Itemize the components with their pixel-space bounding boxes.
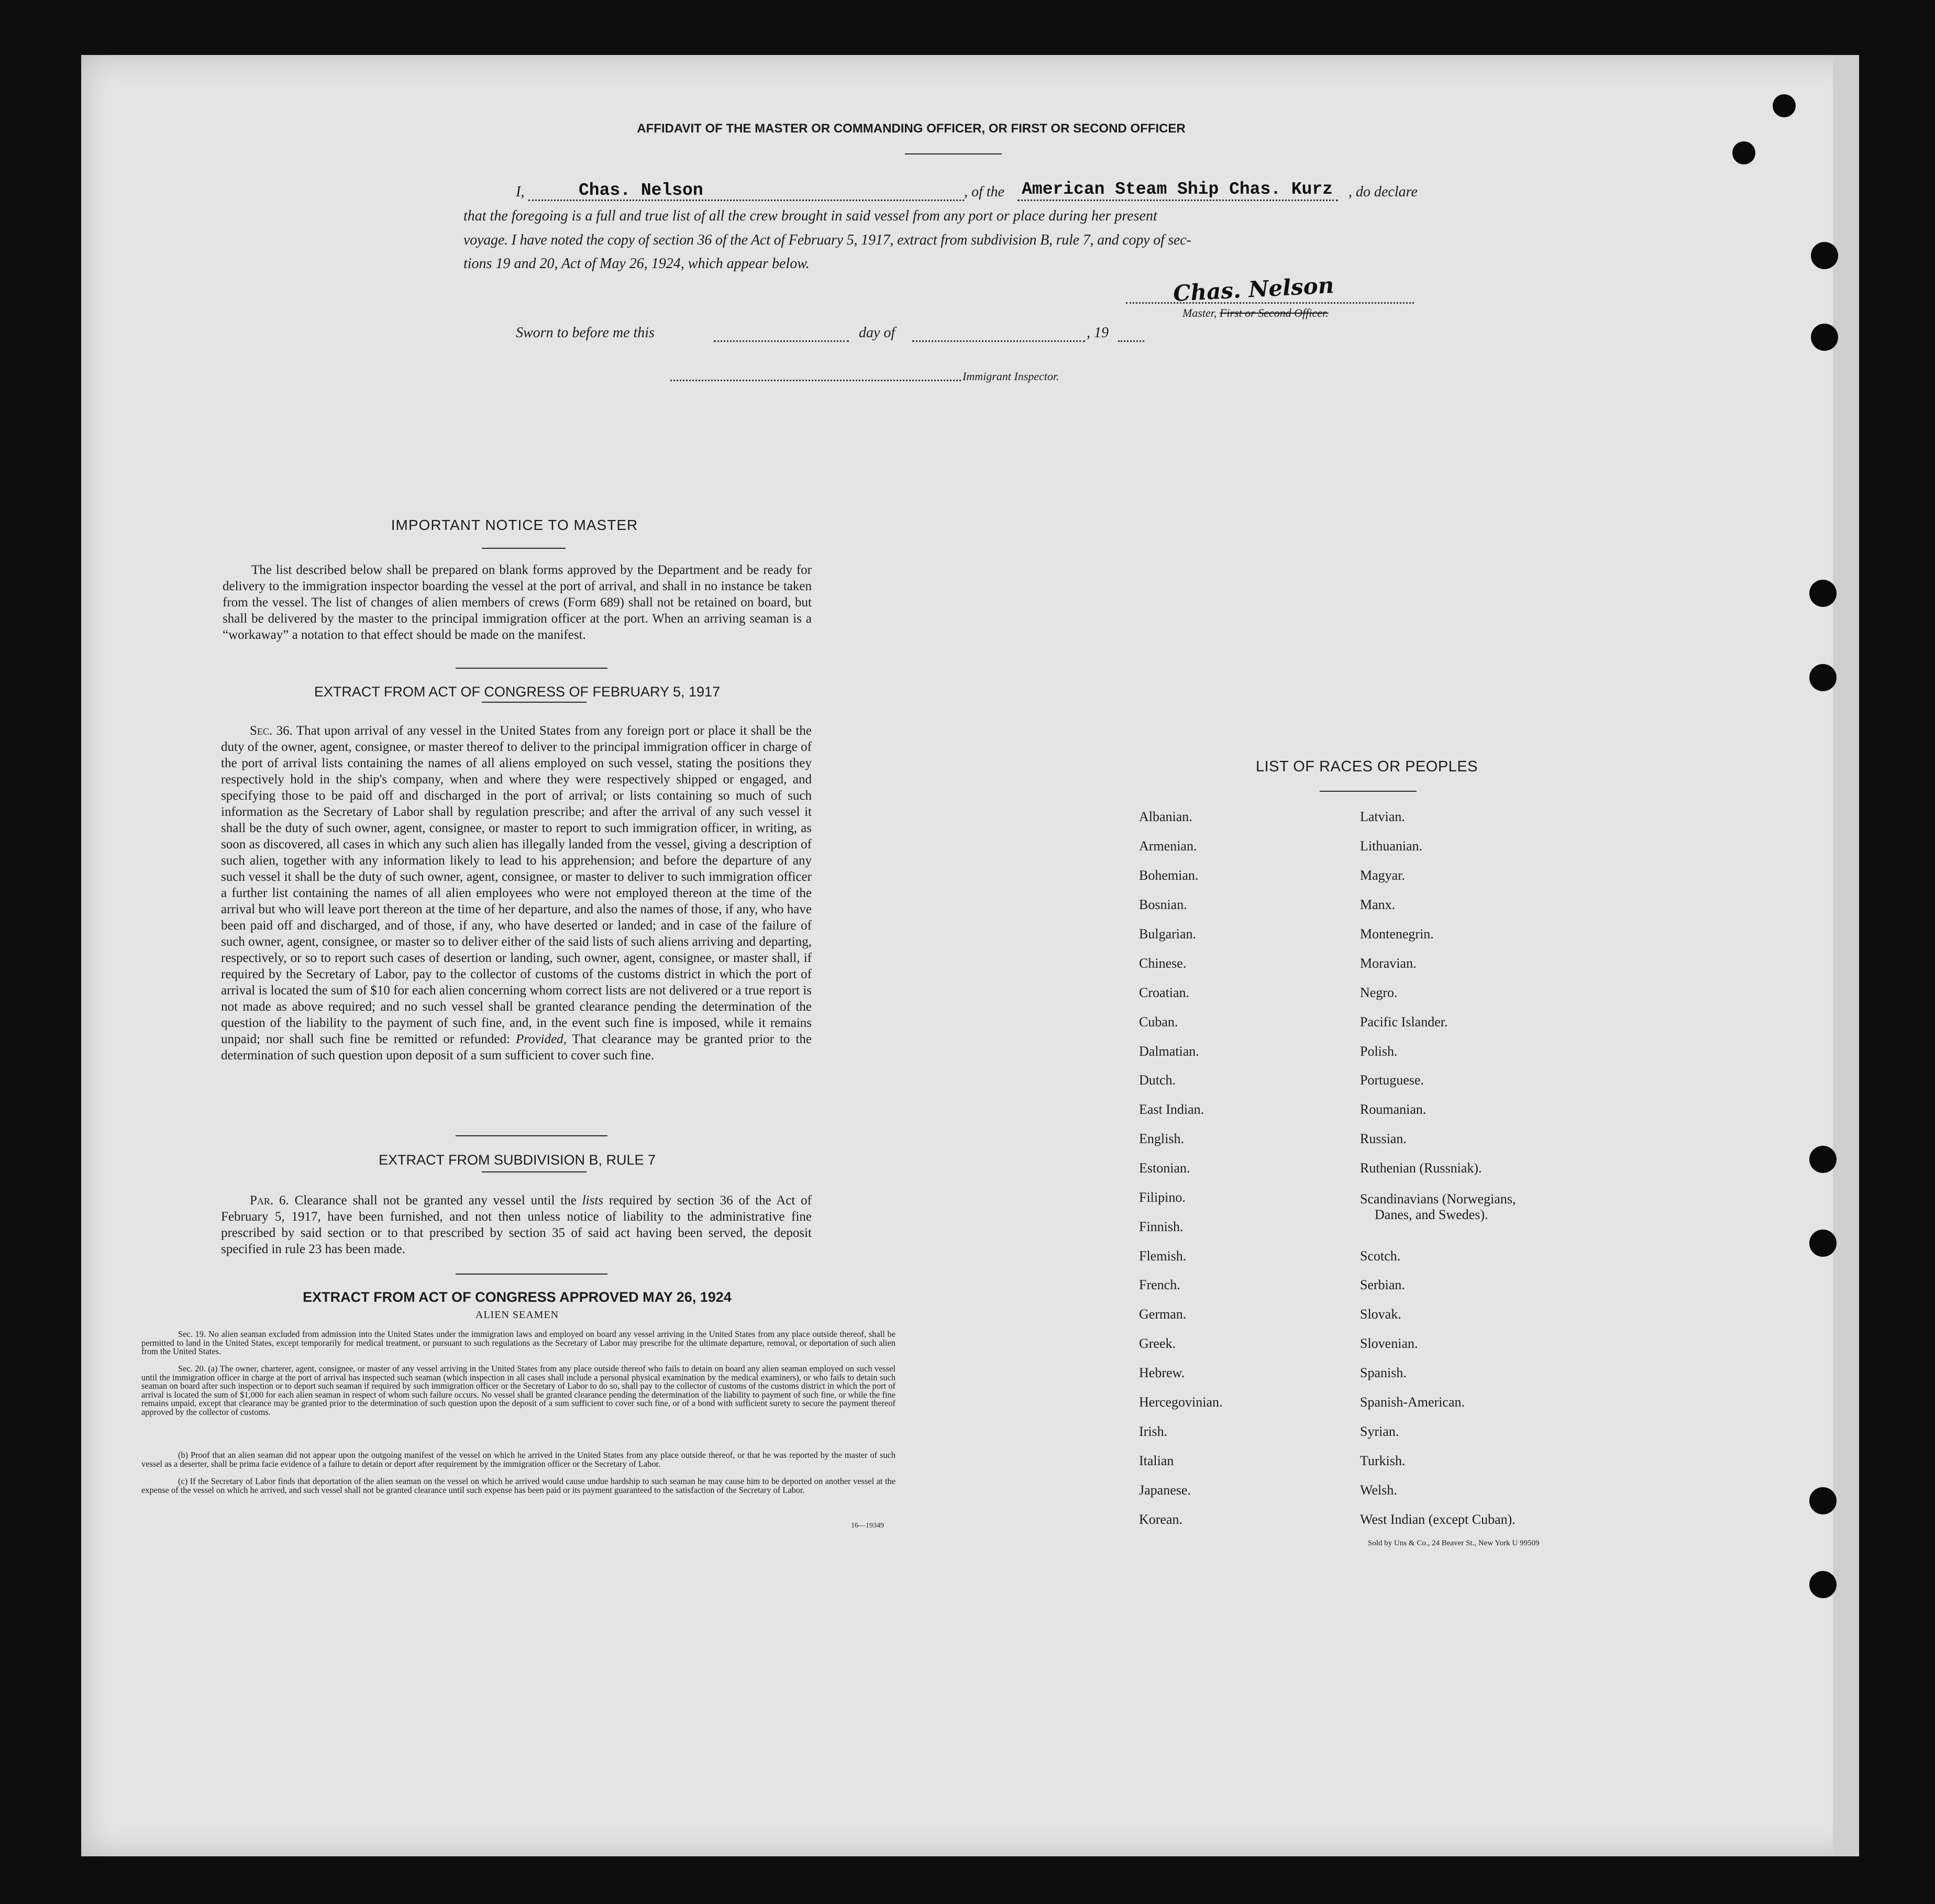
signer-title-master: Master,: [1182, 306, 1217, 319]
punch-hole: [1809, 1487, 1837, 1514]
race-entry: Croatian.: [1139, 985, 1190, 1000]
race-entry: Hebrew.: [1139, 1365, 1185, 1380]
race-entry: Latvian.: [1360, 809, 1405, 824]
race-entry: Irish.: [1139, 1424, 1168, 1439]
provided-word: Provided,: [515, 1032, 567, 1046]
par-6-label: Par. 6.: [250, 1193, 289, 1208]
notice-underline: [482, 548, 566, 549]
extract-1924-title: EXTRACT FROM ACT OF CONGRESS APPROVED MAY 26, 1924: [303, 1289, 732, 1305]
race-entry: Korean.: [1139, 1512, 1183, 1527]
master-name-value: Chas. Nelson: [579, 181, 703, 200]
race-entry: Chinese.: [1139, 956, 1187, 971]
form-number: 16—19349: [851, 1522, 884, 1530]
race-entry: Welsh.: [1360, 1482, 1397, 1498]
page-edge: [1833, 55, 1859, 1856]
extract-1917-underline: [482, 702, 587, 703]
signer-title: [1182, 306, 1329, 320]
inspector-label: Immigrant Inspector.: [963, 370, 1059, 383]
race-entry: Syrian.: [1360, 1424, 1399, 1439]
affidavit-line-4: tions 19 and 20, Act of May 26, 1924, which appear below.: [463, 256, 810, 272]
race-entry: Bosnian.: [1139, 897, 1187, 912]
race-entry: Bohemian.: [1139, 868, 1199, 883]
race-entry: Spanish.: [1360, 1365, 1407, 1380]
extract-1917-title: EXTRACT FROM ACT OF CONGRESS OF FEBRUARY 5, 1917: [314, 684, 721, 700]
race-entry: Scotch.: [1360, 1248, 1401, 1264]
race-entry: Bulgarian.: [1139, 926, 1197, 942]
race-entry: Hercegovinian.: [1139, 1394, 1223, 1410]
punch-hole: [1732, 141, 1755, 164]
race-entry: Italian: [1139, 1453, 1174, 1468]
punch-hole: [1809, 1146, 1837, 1173]
printer-note: Sold by Uns & Co., 24 Beaver St., New York U 99509: [1368, 1539, 1540, 1547]
sworn-label: Sworn to before me this: [516, 325, 655, 341]
race-entry: Albanian.: [1139, 809, 1192, 824]
race-entry: German.: [1139, 1307, 1187, 1322]
punch-hole: [1811, 242, 1838, 269]
race-entry: Pacific Islander.: [1360, 1014, 1448, 1030]
sec-36-text: That upon arrival of any vessel in the United States from any foreign port or place it shall be the duty of the owner, agent, consignee, or master thereof to deliver to the principal immigration officer in charge of the port of arrival lists containing the names of all aliens employed on such vessel, stating the positions they respectively hold in the ship's company, when and where they were respectively shipped or engaged, and specifying those to be paid off and discharged in the port of arrival; or lists containing so much of such information as the Secretary of Labor shall by regulation prescribe; and after the arrival of any such vessel it shall be the duty of such owner, agent, consignee, or master to report to such immigration officer, in writing, as soon as discovered, all cases in which any such alien has illegally landed from the vessel, giving a description of such alien, together with any information likely to lead to his apprehension; and before the departure of any such vessel it shall be the duty of such owner, agent, consignee, or master to deliver to such immigration officer a further list containing the names of all alien employees who were not employed thereon at the time of the arrival but who will leave port thereon at the time of her departure, and also the names of those, if any, who have been paid off and discharged, and of those, if any, who have deserted or landed; and in case of the failure of such owner, agent, consignee, or master so to deliver either of the said lists of such aliens arriving and departing, respectively, or so to report such cases of desertion or landing, such owner, agent, consignee, or master shall, if required by the Secretary of Labor, pay to the collector of customs of the customs district in which the port of arrival is located the sum of $10 for each alien concerning whom correct lists are not delivered or a true report is not made as above required; and no such vessel shall be granted clearance pending the determination of the question of the liability to the payment of such fine, and, in the event such fine is imposed, while it remains unpaid; nor shall such fine be remitted or refunded:: [221, 724, 812, 1046]
race-entry: Polish.: [1360, 1044, 1398, 1059]
race-entry: Spanish-American.: [1360, 1394, 1465, 1410]
rule7-divider: [456, 1274, 607, 1275]
year-label: , 19: [1087, 325, 1109, 341]
sec-36-label: Sec. 36.: [250, 724, 293, 738]
race-entry: Greek.: [1139, 1336, 1176, 1351]
alien-seamen-subtitle: ALIEN SEAMEN: [475, 1309, 559, 1321]
race-entry: English.: [1139, 1131, 1184, 1146]
sec-20c-text: (c) If the Secretary of Labor finds that deportation of the alien seaman on the vessel on which he arrived would cause undue hardship to such seaman he may cause him to be deported on another vessel at the expense of the vessel on which he arrived, and such vessel shall not be granted clearance until such expense has been paid or its payment guaranteed to the satisfaction of the Secretary of Labor.: [141, 1476, 895, 1495]
race-entry: Filipino.: [1139, 1190, 1186, 1205]
race-entry: Portuguese.: [1360, 1072, 1424, 1088]
race-entry: Roumanian.: [1360, 1102, 1427, 1117]
punch-hole: [1809, 580, 1837, 607]
race-entry: Dutch.: [1139, 1072, 1176, 1088]
i-label: I,: [516, 184, 525, 200]
signature-line: [1126, 302, 1414, 304]
race-entry: Serbian.: [1360, 1277, 1405, 1292]
races-underline: [1320, 791, 1417, 792]
day-of-label: day of: [859, 325, 895, 341]
lists-word: lists: [582, 1193, 604, 1208]
race-entry: Montenegrin.: [1360, 926, 1434, 942]
punch-hole: [1773, 94, 1796, 117]
notice-divider: [456, 668, 607, 669]
punch-hole: [1809, 1230, 1837, 1257]
sec-20b-text: (b) Proof that an alien seaman did not appear upon the outgoing manifest of the vessel on which he arrived in the United States from any place outside thereof, or that he was reported by the master of such vessel as a deserter, shall be prima facie evidence of a failure to detain or deport after requirement by the immigration officer or the Secretary of Labor.: [141, 1450, 895, 1469]
race-entry: Moravian.: [1360, 956, 1417, 971]
punch-hole: [1809, 1571, 1837, 1598]
race-entry: Flemish.: [1139, 1248, 1187, 1264]
affidavit-line-3: voyage. I have noted the copy of section 36 of the Act of February 5, 1917, extract from subdivision B, rule 7, and copy of sec-: [463, 232, 1191, 248]
rule7-underline: [482, 1171, 587, 1172]
do-declare-label: , do declare: [1348, 184, 1418, 200]
sworn-line: [516, 325, 1160, 348]
race-entry: French.: [1139, 1277, 1180, 1292]
races-title: LIST OF RACES OR PEOPLES: [1255, 758, 1478, 775]
title-underline: [905, 153, 1002, 154]
sworn-month-blank: [912, 340, 1085, 342]
rule7-text: [221, 1192, 812, 1257]
race-entry: Japanese.: [1139, 1482, 1191, 1498]
race-entry: Dalmatian.: [1139, 1044, 1199, 1059]
punch-hole: [1811, 324, 1838, 351]
affidavit-title: AFFIDAVIT OF THE MASTER OR COMMANDING OFFICER, OR FIRST OR SECOND OFFICER: [637, 121, 1186, 136]
punch-hole: [1809, 664, 1837, 691]
sec-19-text: Sec. 19. No alien seaman excluded from admission into the United States under the immigration laws and employed on board any vessel arriving in the United States from any place outside thereof, shall be permitted to land in the United States, except temporarily for medical treatment, or pursuant to such regulations as the Secretary of Labor may prescribe for the ultimate departure, removal, or deportation of such alien from the United States.: [141, 1329, 895, 1356]
race-entry: Slovenian.: [1360, 1336, 1418, 1351]
race-entry: Manx.: [1360, 897, 1396, 912]
race-entry: Lithuanian.: [1360, 838, 1423, 854]
race-entry: Scandinavians (Norwegians,: [1360, 1191, 1516, 1206]
notice-title: IMPORTANT NOTICE TO MASTER: [391, 517, 638, 533]
race-entry: East Indian.: [1139, 1102, 1204, 1117]
race-entry: Negro.: [1360, 985, 1398, 1000]
extract-1917-divider: [456, 1135, 607, 1136]
affidavit-line-1: [516, 180, 1443, 203]
vessel-name-value: American Steam Ship Chas. Kurz: [1022, 180, 1333, 199]
inspector-line: [670, 380, 961, 381]
of-the-label: , of the: [964, 184, 1004, 200]
signature: Chas. Nelson: [1172, 272, 1335, 307]
race-entry: West Indian (except Cuban).: [1360, 1512, 1516, 1527]
race-entry: Turkish.: [1360, 1453, 1406, 1468]
race-entry: Armenian.: [1139, 838, 1197, 854]
sworn-year-blank: [1118, 340, 1144, 342]
race-entry: Ruthenian (Russniak).: [1360, 1160, 1482, 1176]
sec-36-text-end: That clearance may be granted prior to the determination of such question upon deposit of a sum sufficient to cover such fine.: [221, 1032, 812, 1062]
extract-1917-text: [221, 723, 812, 1064]
race-entry: Cuban.: [1139, 1014, 1178, 1030]
affidavit-line-2: that the foregoing is a full and true list of all the crew brought in said vessel from any port or place during her present: [463, 208, 1157, 224]
signer-title-struck: First or Second Officer.: [1219, 306, 1329, 319]
race-entry: Estonian.: [1139, 1160, 1190, 1176]
par-6-text-a: Clearance shall not be granted any vessel until the: [294, 1193, 577, 1208]
rule7-title: EXTRACT FROM SUBDIVISION B, RULE 7: [378, 1152, 656, 1168]
sworn-date-blank: [714, 340, 849, 342]
sec-20a-text: Sec. 20. (a) The owner, charterer, agent, consignee, or master of any vessel arriving in the United States from any place outside thereof who fails to detain on board any alien seaman employed on such vessel until the immigration officer in charge at the port of arrival has inspected such seaman (which inspection in all cases shall include a personal physical examination by the medical examiners), or who fails to detain such seaman on board after such inspection or to deport such seaman if required by such immigration officer or the Secretary of Labor to do so, shall pay to the collector of customs of the customs district in which the port of arrival is located the sum of $1,000 for each alien seaman in respect of whom such failure occurs. No vessel shall be granted clearance pending the determination of the liability to payment of such fine, or while the fine remains unpaid, except that clearance may be granted prior to the determination of such question upon the deposit of a sum sufficient to cover such fine, or of a bond with sufficient surety to secure the payment thereof approved by the collector of customs.: [141, 1364, 895, 1417]
race-entry: Slovak.: [1360, 1307, 1401, 1322]
par-6-text-b: required by section 36 of the Act of February 5, 1917, have been furnished, and not then unless notice of liability to the administrative fine prescribed by said section or to that prescribed by section 35 of said act having been served, the deposit specified in rule 23 has been made.: [221, 1193, 812, 1256]
race-entry: Finnish.: [1139, 1219, 1184, 1234]
race-entry: Russian.: [1360, 1131, 1407, 1146]
race-entry: Danes, and Swedes).: [1375, 1207, 1488, 1222]
notice-text: The list described below shall be prepared on blank forms approved by the Department and be ready for delivery to the immigration inspector boarding the vessel at the port of arrival, and shall in no instance be taken from the vessel. The list of changes of alien members of crews (Form 689) shall not be retained on board, but shall be delivered by the master to the principal immigration officer at the port. When an arriving seaman is a “workaway” a notation to that effect should be made on the manifest.: [223, 563, 812, 642]
race-entry: Magyar.: [1360, 868, 1405, 883]
